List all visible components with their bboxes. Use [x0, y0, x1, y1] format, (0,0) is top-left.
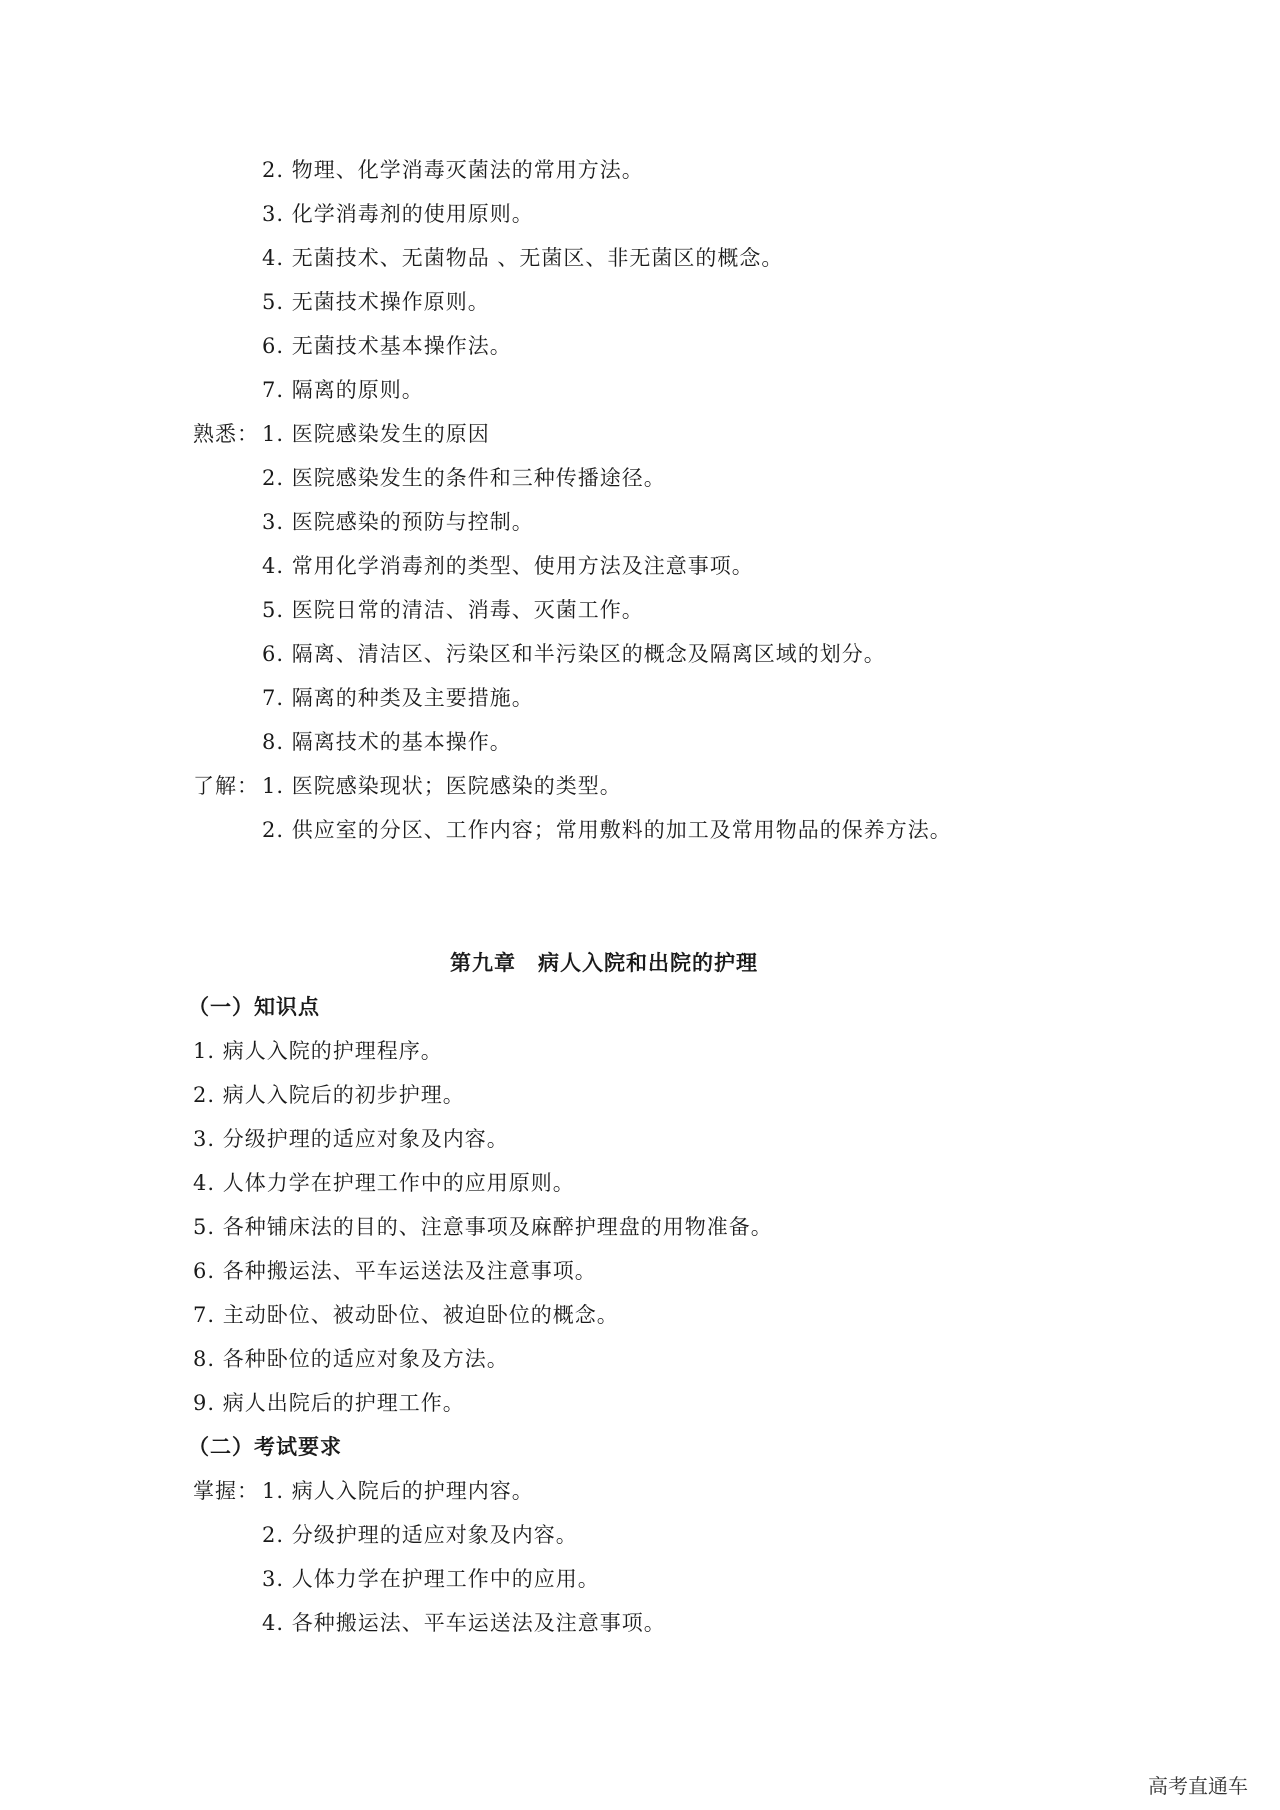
list-item: 4. 无菌技术、无菌物品 、无菌区、非无菌区的概念。 — [262, 246, 784, 270]
understand-label: 了解： — [193, 774, 259, 798]
list-item: 1. 医院感染发生的原因 — [262, 422, 490, 446]
list-item: 7. 隔离的原则。 — [262, 378, 424, 402]
list-item: 7. 主动卧位、被动卧位、被迫卧位的概念。 — [193, 1303, 619, 1327]
list-item: 2. 医院感染发生的条件和三种传播途径。 — [262, 466, 666, 490]
list-item: 3. 分级护理的适应对象及内容。 — [193, 1127, 509, 1151]
list-item: 1. 医院感染现状；医院感染的类型。 — [262, 774, 622, 798]
list-item: 1. 病人入院后的护理内容。 — [262, 1479, 534, 1503]
section-heading-exam: （二）考试要求 — [188, 1434, 342, 1459]
list-item: 4. 各种搬运法、平车运送法及注意事项。 — [262, 1611, 666, 1635]
list-item: 5. 各种铺床法的目的、注意事项及麻醉护理盘的用物准备。 — [193, 1215, 773, 1239]
list-item: 6. 各种搬运法、平车运送法及注意事项。 — [193, 1259, 597, 1283]
list-item: 2. 供应室的分区、工作内容；常用敷料的加工及常用物品的保养方法。 — [262, 818, 952, 842]
list-item: 2. 病人入院后的初步护理。 — [193, 1083, 465, 1107]
list-item: 6. 无菌技术基本操作法。 — [262, 334, 512, 358]
list-item: 3. 化学消毒剂的使用原则。 — [262, 202, 534, 226]
watermark: 高考直通车 — [1148, 1774, 1248, 1798]
section-heading-knowledge: （一）知识点 — [188, 994, 320, 1019]
list-item: 4. 常用化学消毒剂的类型、使用方法及注意事项。 — [262, 554, 754, 578]
list-item: 3. 人体力学在护理工作中的应用。 — [262, 1567, 600, 1591]
master-label: 掌握： — [193, 1479, 259, 1503]
list-item: 4. 人体力学在护理工作中的应用原则。 — [193, 1171, 575, 1195]
list-item: 8. 各种卧位的适应对象及方法。 — [193, 1347, 509, 1371]
list-item: 5. 无菌技术操作原则。 — [262, 290, 490, 314]
list-item: 2. 分级护理的适应对象及内容。 — [262, 1523, 578, 1547]
familiar-label: 熟悉： — [193, 422, 259, 446]
list-item: 1. 病人入院的护理程序。 — [193, 1039, 443, 1063]
list-item: 7. 隔离的种类及主要措施。 — [262, 686, 534, 710]
list-item: 2. 物理、化学消毒灭菌法的常用方法。 — [262, 158, 644, 182]
list-item: 5. 医院日常的清洁、消毒、灭菌工作。 — [262, 598, 644, 622]
list-item: 3. 医院感染的预防与控制。 — [262, 510, 534, 534]
list-item: 6. 隔离、清洁区、污染区和半污染区的概念及隔离区域的划分。 — [262, 642, 886, 666]
list-item: 9. 病人出院后的护理工作。 — [193, 1391, 465, 1415]
list-item: 8. 隔离技术的基本操作。 — [262, 730, 512, 754]
chapter-title: 第九章 病人入院和出院的护理 — [450, 950, 758, 975]
